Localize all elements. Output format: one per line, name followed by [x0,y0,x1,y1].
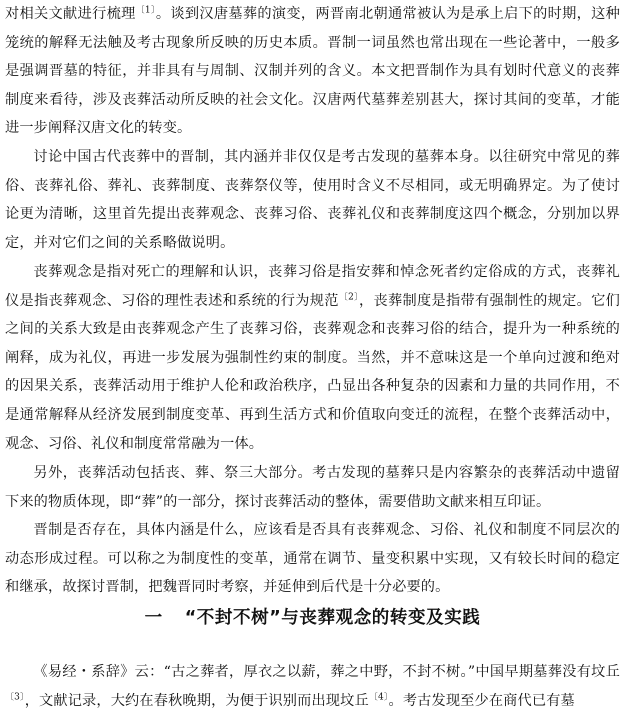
paragraph-6-text-b: ，文献记录，大约在春秋晚期，为便于识别而出现坟丘 [24,692,369,709]
footnote-ref-4[interactable]: 〔4〕 [368,691,389,702]
footnote-ref-1[interactable]: 〔1〕 [135,5,156,16]
paragraph-2 [5,143,620,257]
section-heading [0,603,625,633]
paragraph-1 [5,0,620,143]
paragraph-3-text-b: ，丧葬制度是指带有强制性的规定。它们之间的关系大致是由丧葬观念产生了丧葬习俗，丧葬观念和丧葬习俗的结合，提升为一种系统的阐释，成为礼仪，再进一步发展为强制性约束的制度。当然，并不意味这是一个单向过渡和绝对的因果关系，丧葬活动用于维护人伦和政治秩序，凸显出各种复杂的因素和力量的共同作用，不是通常解释从经济发展到制度变革、再到生活方式和价值取向变迁的流程，在整个丧葬活动中，观念、习俗、礼仪和制度常常融为一体。 [5,292,620,452]
footnote-ref-2[interactable]: 〔2〕 [338,291,359,302]
paragraph-6 [5,658,620,715]
paragraph-3-text-a: 丧葬观念是指对死亡的理解和认识，丧葬习俗是指安葬和悼念死者约定俗成的方式，丧葬礼仪是指丧葬观念、习俗的理性表述和系统的行为规范 [5,264,620,309]
paragraph-3 [5,258,620,458]
section-title: “不封不树”与丧葬观念的转变及实践 [184,608,481,628]
paragraph-6-text-a: 《易经・系辞》云：“古之葬者，厚衣之以薪，葬之中野，不封不树。”中国早期墓葬没有坟丘 [33,664,620,680]
paragraph-5-text: 晋制是否存在，具体内涵是什么，应该看是否具有丧葬观念、习俗、礼仪和制度不同层次的动态形成过程。可以称之为制度性的变革，通常在调节、量变积累中实现，又有较长时间的稳定和继承，故探讨晋制，把魏晋同时考察，并延伸到后代是十分必要的。 [5,522,620,596]
paragraph-1-text-b: 。谈到汉唐墓葬的演变，两晋南北朝通常被认为是承上启下的时期，这种笼统的解释无法触及考古现象所反映的历史本质。晋制一词虽然也常出现在一些论著中，一般多是强调晋墓的特征，并非具有与周制、汉制并列的含义。本文把晋制作为具有划时代意义的丧葬制度来看待，涉及丧葬活动所反映的社会文化。汉唐两代墓葬差别甚大，探讨其间的变革，才能进一步阐释汉唐文化的转变。 [5,6,620,137]
footnote-ref-3[interactable]: 〔3〕 [5,691,25,702]
paragraph-4-text: 另外，丧葬活动包括丧、葬、祭三大部分。考古发现的墓葬只是内容繁杂的丧葬活动中遗留下来的物质体现，即“葬”的一部分，探讨丧葬活动的整体，需要借助文献来相互印证。 [5,465,620,510]
paragraph-1-text-a: 对相关文献进行梳理 [5,6,136,22]
paragraph-6-text-c: 。考古发现至少在商代已有墓 [388,692,575,709]
paragraph-4 [5,459,620,516]
paragraph-2-text: 讨论中国古代丧葬中的晋制，其内涵并非仅仅是考古发现的墓葬本身。以往研究中常见的葬俗、丧葬礼俗、葬礼、丧葬制度、丧葬祭仪等，使用时含义不尽相同，或无明确界定。为了使讨论更为清晰，这里首先提出丧葬观念、丧葬习俗、丧葬礼仪和丧葬制度这四个概念，分别加以界定，并对它们之间的关系略做说明。 [5,149,620,251]
section-number: 一 [144,608,163,628]
paragraph-5 [5,516,620,602]
